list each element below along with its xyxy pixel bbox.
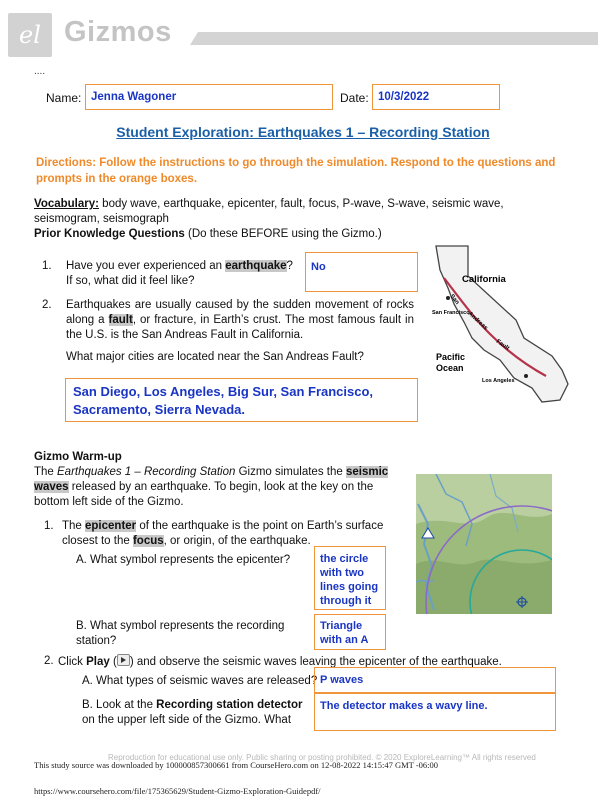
header-bar — [190, 32, 598, 45]
item1-answer-b: Triangle with an A — [320, 620, 369, 646]
name-label: Name: — [46, 91, 82, 105]
q2-text: Earthquakes are usually caused by the sudden movement of rocks along a fault, or fracture, in Earth’s crust. The most famous fault in the U.S. is the San Andreas Fault in California. — [66, 299, 414, 341]
date-value: 10/3/2022 — [378, 91, 430, 103]
focus-keyword: focus — [132, 535, 164, 547]
seismic-waves-keyword: seismic waves — [34, 466, 389, 493]
fault-label-san: San — [448, 293, 460, 306]
fault-label-andreas: Andreas — [466, 311, 489, 332]
q2-answer-box[interactable] — [65, 378, 418, 422]
q2-number: 2. — [42, 299, 52, 311]
vocabulary-label: Vocabulary: — [34, 198, 99, 210]
item1-answer-a: the circle with two lines going through it — [320, 553, 379, 607]
item1-question-a: A. What symbol represents the epicenter? — [76, 554, 291, 566]
fault-label-fault: Fault — [494, 338, 511, 352]
pacific-label: Pacific — [436, 352, 466, 362]
q2-keyword: fault — [108, 314, 133, 326]
q1-answer: No — [311, 261, 326, 273]
name-value: Jenna Wagoner — [91, 91, 177, 103]
item2-answer-a: P waves — [320, 674, 364, 686]
download-notice: This study source was downloaded by 100000857300661 from CourseHero.com on 12-08-2022 14:15:47 GMT -06:00 — [34, 760, 439, 770]
gizmo-name: Earthquakes 1 – Recording Station — [57, 466, 236, 478]
california-label: California — [462, 274, 506, 285]
date-field[interactable] — [372, 84, 500, 110]
item1-answer-b-box[interactable] — [314, 614, 386, 650]
prior-knowledge-note: (Do these BEFORE using the Gizmo.) — [184, 228, 382, 240]
item1-answer-a-box[interactable] — [314, 546, 386, 610]
play-label: Play — [86, 656, 110, 668]
q1-keyword: earthquake — [225, 260, 287, 272]
item2-question-a: A. What types of seismic waves are released? — [82, 675, 318, 687]
q2-question: What major cities are located near the San Andreas Fault? — [66, 351, 364, 363]
prior-knowledge-label: Prior Knowledge Questions — [34, 228, 185, 240]
explorelearning-logo: el — [8, 13, 52, 57]
california-map — [428, 238, 578, 404]
item1-question-b: B. What symbol represents the recording station? — [76, 620, 285, 647]
source-url[interactable]: https://www.coursehero.com/file/175365629/Student-Gizmo-Exploration-Guidepdf/ — [34, 786, 321, 796]
item2-question-b: B. Look at the Recording station detector on the upper left side of the Gizmo. What — [82, 699, 303, 726]
prior-knowledge-heading — [34, 227, 382, 242]
page-dots: .... — [34, 66, 46, 77]
la-marker — [524, 374, 528, 378]
page-title: Student Exploration: Earthquakes 1 – Recording Station — [116, 124, 490, 140]
q1-number: 1. — [42, 260, 52, 272]
ocean-label: Ocean — [436, 363, 464, 373]
q2-answer: San Diego, Los Angeles, Big Sur, San Francisco, Sacramento, Sierra Nevada. — [73, 384, 374, 417]
recording-detector-keyword: Recording station detector — [156, 699, 303, 711]
copyright-notice: Reproduction for educational use only. Public sharing or posting prohibited. © 2020 ExploreLearning™ All rights reserved — [108, 753, 536, 762]
q1-text: Have you ever experienced an earthquake? If so, what did it feel like? — [66, 260, 293, 287]
warmup-intro: The Earthquakes 1 – Recording Station Gizmo simulates the seismic waves released by an earthquake. To begin, look at the key on the bottom left side of the Gizmo. — [34, 466, 389, 508]
gizmo-simulation-image — [416, 474, 552, 614]
item2-answer-a-box[interactable] — [314, 667, 556, 693]
warmup-item1-text: The epicenter of the earthquake is the point on Earth’s surface closest to the focus, or origin, of the earthquake. — [62, 520, 384, 547]
gizmos-brand: Gizmos — [64, 16, 172, 48]
play-icon[interactable] — [117, 654, 130, 666]
directions: Directions: Follow the instructions to go through the simulation. Respond to the questions and prompts in the orange boxes. — [36, 157, 556, 185]
warmup-item1-number: 1. — [44, 520, 54, 532]
warmup-heading: Gizmo Warm-up — [34, 451, 122, 463]
item2-answer-b: The detector makes a wavy line. — [320, 700, 488, 712]
warmup-item2-text: Click Play ( ) and observe the seismic waves leaving the epicenter of the earthquake. — [58, 656, 502, 668]
san-francisco-label: San Francisco — [432, 310, 470, 316]
vocabulary-terms: body wave, earthquake, epicenter, fault, focus, P-wave, S-wave, seismic wave, seismogram, seismograph — [34, 198, 504, 225]
item2-answer-b-box[interactable] — [314, 693, 556, 731]
name-field[interactable] — [85, 84, 333, 110]
warmup-item2-number: 2. — [44, 655, 54, 667]
q1-answer-box[interactable] — [305, 252, 418, 292]
epicenter-keyword: epicenter — [85, 520, 137, 532]
los-angeles-label: Los Angeles — [482, 378, 515, 384]
gizmos-header — [0, 0, 606, 72]
vocabulary — [34, 197, 564, 227]
date-label: Date: — [340, 91, 369, 105]
